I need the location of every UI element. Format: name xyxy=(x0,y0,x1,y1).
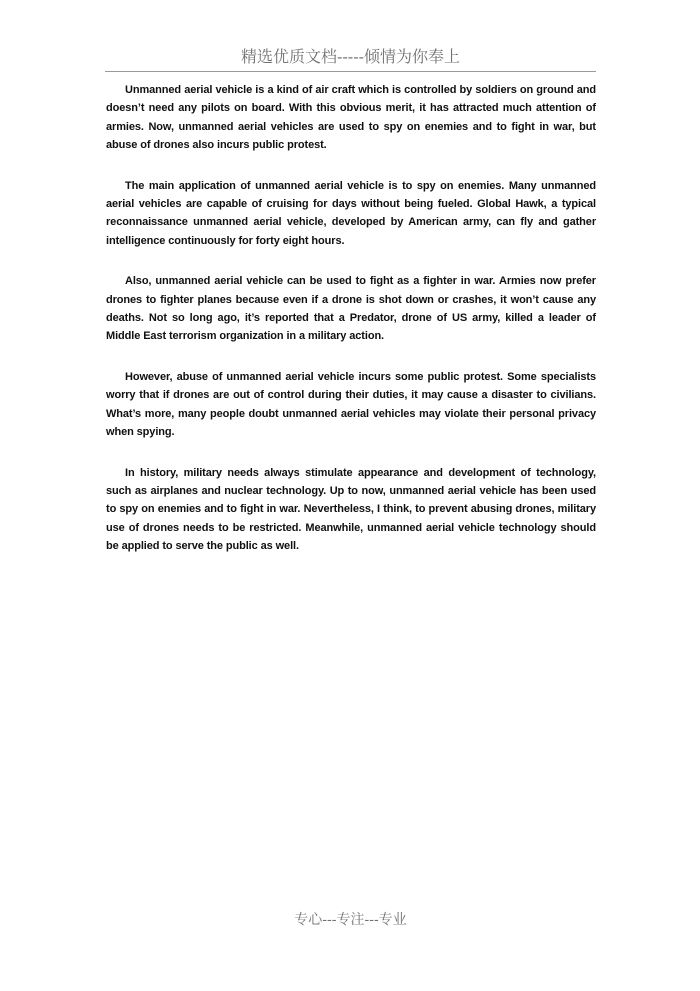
paragraph-intro: Unmanned aerial vehicle is a kind of air craft which is controlled by soldiers on ground and doesn’t need any pilots on board. With this obvious merit, it has attracted much attention of armies. Now, unmanned aerial vehicles are used to spy on enemies and to fight in war, but abuse of drones also incurs public protest. xyxy=(106,84,596,152)
paragraph-protest: However, abuse of unmanned aerial vehicle incurs some public protest. Some specialists worry that if drones are out of control during their duties, it may cause a disaster to civilians. What’s more, many people doubt unmanned aerial vehicles may violate their personal privacy when spying. xyxy=(106,370,596,439)
paragraph-conclusion: In history, military needs always stimulate appearance and development of technology, such as airplanes and nuclear technology. Up to now, unmanned aerial vehicle has been used to spy on enemies and to fight in war. Nevertheless, I think, to prevent abusing drones, military use of drones needs to be restricted. Meanwhile, unmanned aerial vehicle technology should be applied to serve the public as well. xyxy=(106,466,596,553)
header-divider xyxy=(105,71,596,72)
paragraph-fighting: Also, unmanned aerial vehicle can be used to fight as a fighter in war. Armies now prefer drones to fighter planes because even if a drone is shot down or crashes, it won’t cause any deaths. Not so long ago, it’s reported that a Predator, drone of US army, killed a leader of Middle East terrorism organization in a military action. xyxy=(106,275,596,343)
paragraph-spying: The main application of unmanned aerial vehicle is to spy on enemies. Many unmanned aerial vehicles are capable of cruising for days without being fueled. Global Hawk, a typical reconnaissance unmanned aerial vehicle, developed by American army, can fly and gather intelligence continuously for forty eight hours. xyxy=(106,179,596,247)
page-footer: 专心---专注---专业 xyxy=(294,912,407,928)
page-header: 精选优质文档-----倾情为你奉上 xyxy=(240,47,461,66)
document-body xyxy=(106,81,596,578)
